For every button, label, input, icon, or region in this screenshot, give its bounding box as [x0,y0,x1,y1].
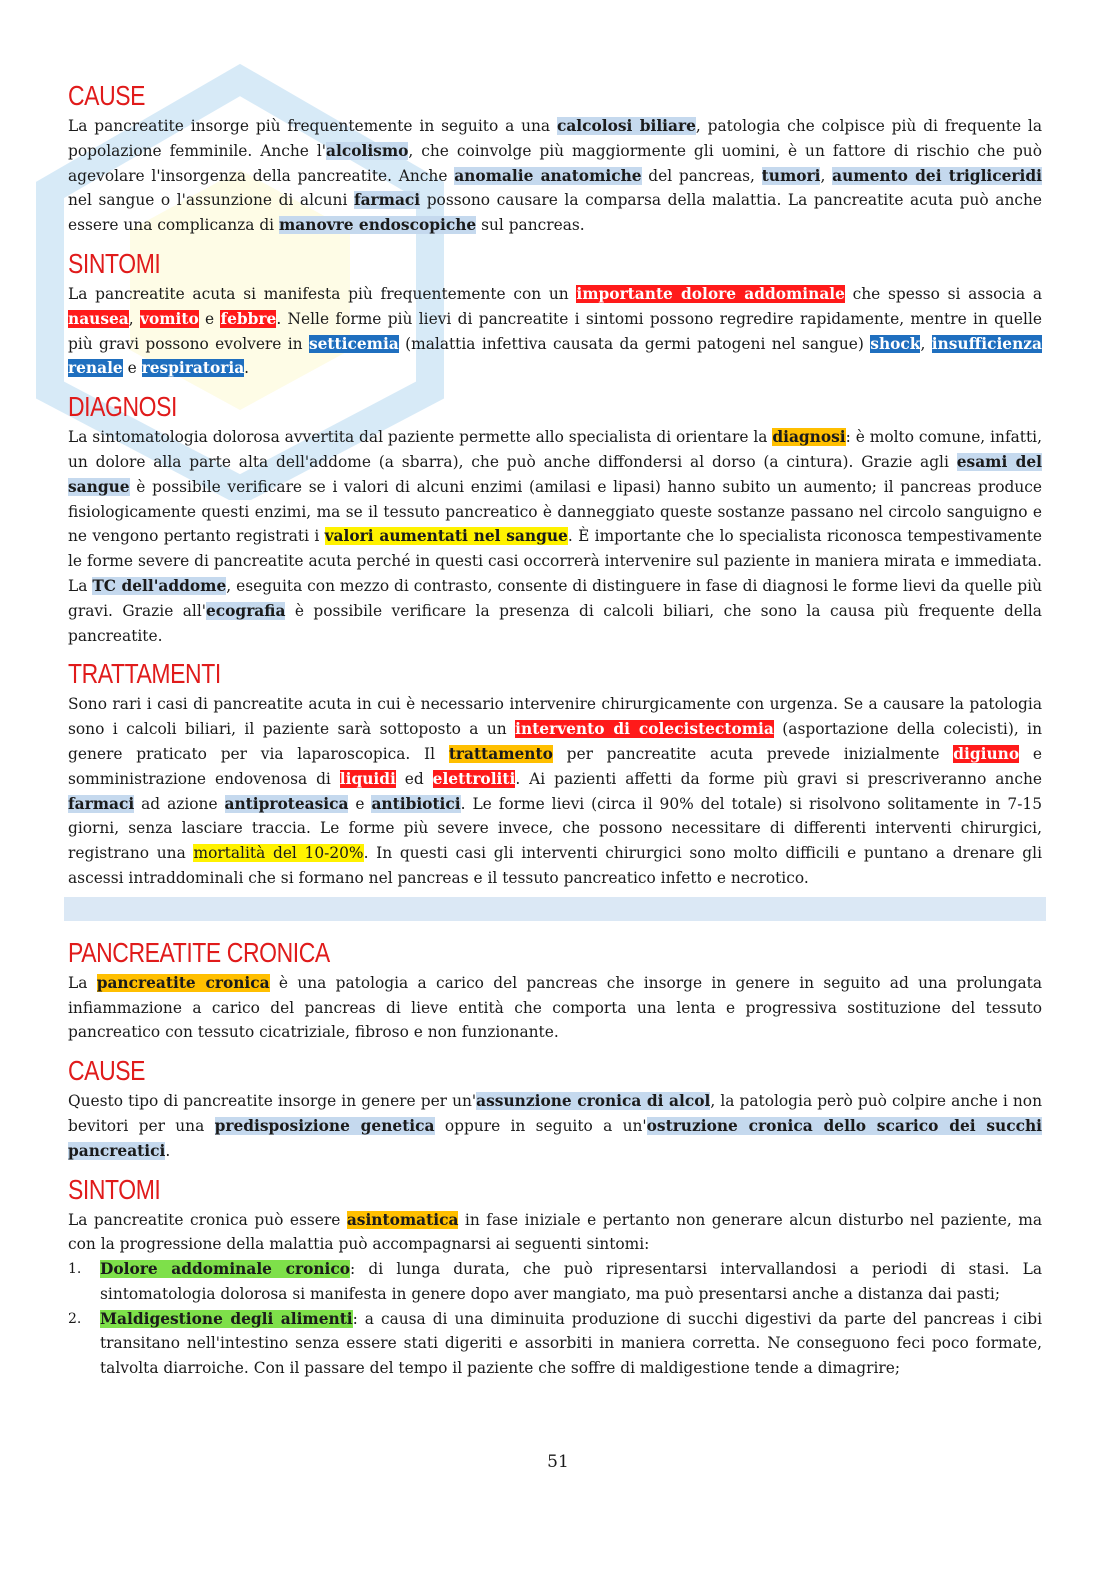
keyword: intervento di colecistectomia [515,720,774,739]
keyword: anomalie anatomiche [454,166,642,185]
keyword: calcolosi biliare [556,117,696,135]
document-page [68,78,1042,1381]
section-title-sintomi-cronica: SINTOMI [68,1173,161,1205]
paragraph-diagnosi: La sintomatologia dolorosa avvertita dal paziente permette allo specialista di orientare la diagnosi: è molto comune, infatti, un dolore alla parte alta dell'addome (a sbarra), che può anche diffondersi al dorso (a cintura). Grazie agli esami del sangue è possibile verificare se i valori di alcuni enzimi (amilasi e lipasi) hanno subito un aumento; il pancreas produce fisiologicamente questi enzimi, ma se il tessuto pancreatico è danneggiato queste sostanze passano nel circolo sanguigno e ne vengono pertanto registrati i valori aumentati nel sangue. È importante che lo specialista riconosca tempestivamente le forme severe di pancreatite acuta perché in questi casi occorrerà intervenire sul paziente in maniera mirata e immediata. La TC dell'addome, eseguita con mezzo di contrasto, consente di distinguere in fase di diagnosi le forme lievi da quelle più gravi. Grazie all'ecografia è possibile verificare la presenza di calcoli biliari, che sono la causa più frequente della pancreatite. [68,428,1043,645]
symptom-list [68,1257,1042,1381]
keyword: antibiotici [371,794,461,813]
keyword: shock [870,334,921,353]
section-title-cause-cronica: CAUSE [68,1055,146,1087]
keyword: Maldigestione degli alimenti [100,1309,353,1328]
keyword: nausea [68,309,129,328]
section-title-pancreatite-cronica: PANCREATITE CRONICA [68,936,330,968]
keyword: liquidi [339,769,396,788]
keyword: respiratoria [141,359,245,378]
page-number: 51 [547,1452,569,1472]
keyword: diagnosi [772,428,846,447]
list-item: 1. Dolore addominale cronico: di lunga durata, che può ripresentarsi intervallandosi a periodi di stasi. La sintomatologia dolorosa si manifesta in genere dopo aver mangiato, ma può presentarsi anche a distanza dai pasti; [68,1260,1042,1303]
keyword: importante dolore addominale [576,284,845,303]
keyword: vomito [140,309,199,328]
keyword: manovre endoscopiche [279,216,477,235]
section-title-trattamenti: TRATTAMENTI [68,658,221,690]
section-title-diagnosi: DIAGNOSI [68,391,177,423]
keyword: pancreatite cronica [96,973,270,992]
paragraph-trattamenti: Sono rari i casi di pancreatite acuta in cui è necessario intervenire chirurgicamente con urgenza. Se a causare la patologia sono i calcoli biliari, il paziente sarà sottoposto a un intervento di colecistectomia (asportazione della colecisti), in genere praticato per via laparoscopica. Il trattamento per pancreatite acuta prevede inizialmente digiuno e somministrazione endovenosa di liquidi ed elettroliti. Ai pazienti affetti da forme più gravi si prescriveranno anche farmaci ad azione antiproteasica e antibiotici. Le forme lievi (circa il 90% del totale) si risolvono solitamente in 7-15 giorni, senza lasciare traccia. Le forme più severe invece, che possono necessitare di differenti interventi chirurgici, registrano una mortalità del 10-20%. In questi casi gli interventi chirurgici sono molto difficili e puntano a drenare gli ascessi intraddominali che si formano nel pancreas e il tessuto pancreatico infetto e necrotico. [68,695,1042,887]
keyword: elettroliti [432,769,516,788]
keyword: tumori [761,166,821,185]
keyword: TC dell'addome [92,576,227,595]
paragraph-sintomi: La pancreatite acuta si manifesta più frequentemente con un importante dolore addominale che spesso si associa a nausea, vomito e febbre. Nelle forme più lievi di pancreatite i sintomi possono regredire rapidamente, mentre in quelle più gravi possono evolvere in setticemia (malattia infettiva causata da germi patogeni nel sangue) shock, insufficienza renale e respiratoria. [68,284,1042,378]
section-divider [64,897,1046,921]
paragraph-cause: La pancreatite insorge più frequentemente in seguito a una calcolosi biliare, patologia che colpisce più di frequente la popolazione femminile. Anche l'alcolismo, che coinvolge più maggiormente gli uomini, è un fattore di rischio che può agevolare l'insorgenza della pancreatite. Anche anomalie anatomiche del pancreas, tumori, aumento dei trigliceridi nel sangue o l'assunzione di alcuni farmaci possono causare la comparsa della malattia. La pancreatite acuta può anche essere una complicanza di manovre endoscopiche sul pancreas. [68,117,1043,235]
keyword: ecografia [206,601,286,620]
keyword: insufficienza renale [68,334,1042,378]
keyword: trattamento [448,744,553,763]
keyword: alcolismo [326,141,409,160]
keyword: esami del sangue [68,452,1042,496]
keyword: setticemia [308,334,399,353]
keyword: predisposizione genetica [214,1116,435,1135]
keyword: ostruzione cronica dello scarico dei succhi pancreatici [68,1116,1043,1160]
paragraph-cronica: La pancreatite cronica è una patologia a carico del pancreas che insorge in genere in seguito ad una prolungata infiammazione a carico del pancreas di lieve entità che comporta una lenta e progressiva sostituzione del tessuto pancreatico con tessuto cicatriziale, fibroso e non funzionante. [68,973,1043,1042]
keyword: aumento dei trigliceridi [832,166,1042,185]
keyword: digiuno [953,744,1020,763]
section-title-cause: CAUSE [68,80,146,111]
paragraph-cause-cronica: Questo tipo di pancreatite insorge in genere per un'assunzione cronica di alcol, la patologia però può colpire anche i non bevitori per una predisposizione genetica oppure in seguito a un'ostruzione cronica dello scarico dei succhi pancreatici. [68,1092,1043,1160]
keyword: farmaci [353,191,421,210]
keyword: Dolore addominale cronico [100,1260,351,1279]
keyword: mortalità del 10-20% [193,844,364,863]
section-title-sintomi: SINTOMI [68,247,161,279]
keyword: valori aumentati nel sangue [324,527,568,546]
keyword: farmaci [68,794,135,813]
keyword: antiproteasica [224,794,349,813]
keyword: febbre [220,309,277,328]
paragraph-sintomi-cronica: La pancreatite cronica può essere asintomatica in fase iniziale e pertanto non generare alcun disturbo nel paziente, ma con la progressione della malattia può accompagnarsi ai seguenti sintomi: [68,1210,1042,1254]
keyword: assunzione cronica di alcol [476,1092,711,1111]
keyword: asintomatica [346,1210,459,1229]
list-item: 2. Maldigestione degli alimenti: a causa di una diminuita produzione di succhi digestivi da parte del pancreas i cibi transitano nell'intestino senza essere stati digeriti e assorbiti in maniera corretta. Ne conseguono feci poco formate, talvolta diarroiche. Con il passare del tempo il paziente che soffre di maldigestione tende a dimagrire; [68,1309,1042,1378]
